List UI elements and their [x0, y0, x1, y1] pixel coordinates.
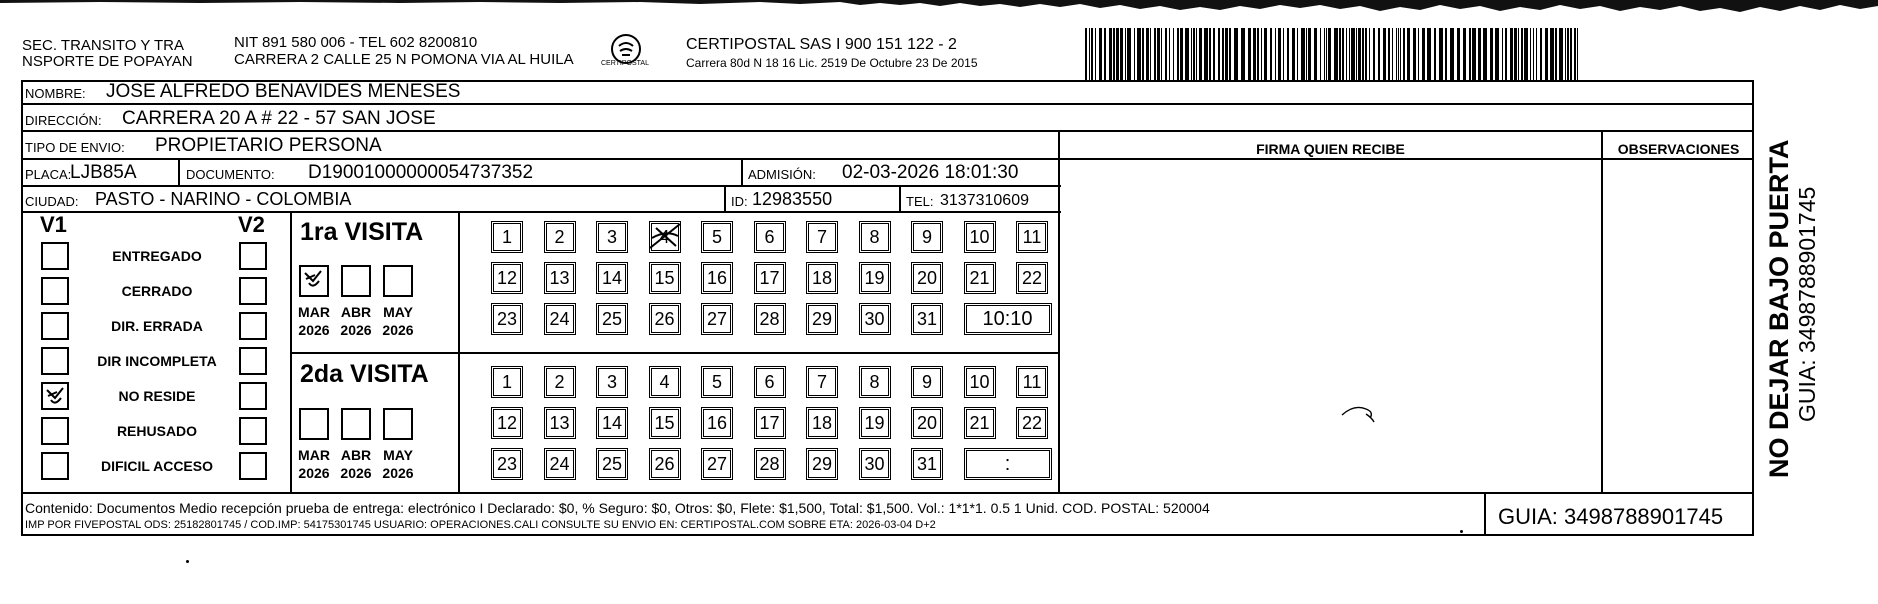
visit1-day-box[interactable]: 21 — [964, 262, 996, 294]
visit1-day-box[interactable]: 2 — [544, 221, 576, 253]
tel-label: TEL: — [906, 194, 934, 209]
visit2-day-box[interactable]: 26 — [649, 448, 681, 480]
side-guia: GUIA: 3498788901745 — [1794, 186, 1820, 422]
visit2-month-label: ABR — [340, 447, 372, 463]
logo-caption: CERTIPOSTAL — [601, 60, 649, 67]
visit2-day-box[interactable]: 5 — [701, 366, 733, 398]
ciudad-value: PASTO - NARINO - COLOMBIA — [95, 189, 352, 209]
visit2-time[interactable]: : — [964, 448, 1052, 480]
visit1-month-label: MAR — [298, 304, 330, 320]
visit1-day-box[interactable]: 7 — [806, 221, 838, 253]
visit1-day-box[interactable]: 3 — [596, 221, 628, 253]
sender-address: CARRERA 2 CALLE 25 N POMONA VIA AL HUILA — [234, 51, 574, 68]
visit2-year-label: 2026 — [340, 465, 372, 481]
v2-checkbox[interactable] — [239, 452, 267, 480]
tipo-envio-value: PROPIETARIO PERSONA — [155, 135, 382, 156]
visit2-day-box[interactable]: 27 — [701, 448, 733, 480]
visit2-day-box[interactable]: 2 — [544, 366, 576, 398]
visit2-day-box[interactable]: 23 — [491, 448, 523, 480]
visit2-month-checkbox[interactable] — [299, 408, 329, 440]
sender-name-line2: NSPORTE DE POPAYAN — [22, 53, 193, 70]
visit2-day-box[interactable]: 18 — [806, 407, 838, 439]
visit2-day-box[interactable]: 16 — [701, 407, 733, 439]
signature-scribble — [1340, 400, 1390, 430]
sender-nit: NIT 891 580 006 - TEL 602 8200810 — [234, 34, 478, 51]
visit1-day-box[interactable]: 13 — [544, 262, 576, 294]
visit1-day-box[interactable]: 1 — [491, 221, 523, 253]
admision-value: 02-03-2026 18:01:30 — [842, 162, 1019, 183]
v2-checkbox[interactable] — [239, 312, 267, 340]
documento-label: DOCUMENTO: — [186, 167, 275, 182]
v2-checkbox[interactable] — [239, 382, 267, 410]
visit2-day-box[interactable]: 13 — [544, 407, 576, 439]
visit1-time[interactable]: 10:10 — [964, 303, 1052, 335]
status-reason: REHUSADO — [116, 423, 198, 439]
visit2-day-box[interactable]: 9 — [911, 366, 943, 398]
tipo-envio-label: TIPO DE ENVIO: — [25, 140, 125, 155]
visit2-day-box[interactable]: 29 — [806, 448, 838, 480]
visit1-year-label: 2026 — [298, 322, 330, 338]
visit1-day-box[interactable]: 16 — [701, 262, 733, 294]
side-warning: NO DEJAR BAJO PUERTA — [1764, 139, 1794, 478]
visit1-day-box[interactable]: 30 — [859, 303, 891, 335]
v1-checkbox[interactable] — [41, 312, 69, 340]
visit2-month-checkbox[interactable] — [383, 408, 413, 440]
visit2-day-box[interactable]: 24 — [544, 448, 576, 480]
nombre-label: NOMBRE: — [25, 86, 86, 101]
visit1-day-box[interactable]: 23 — [491, 303, 523, 335]
footer-imp: IMP POR FIVEPOSTAL ODS: 25182801745 / COD.IMP: 54175301745 USUARIO: OPERACIONES.CALI CONSULTE SU ENVIO EN: CERTIPOSTAL.COM SOBRE ETA: 2026-03-04 D+2 — [25, 519, 936, 531]
visit2-day-box[interactable]: 3 — [596, 366, 628, 398]
visit1-day-box[interactable]: 8 — [859, 221, 891, 253]
status-reason: DIFICIL ACCESO — [100, 458, 213, 474]
visit2-day-box[interactable]: 30 — [859, 448, 891, 480]
id-label: ID: — [731, 194, 748, 209]
stray-mark — [1460, 530, 1463, 533]
visit2-day-box[interactable]: 7 — [806, 366, 838, 398]
courier-license: Carrera 80d N 18 16 Lic. 2519 De Octubre 23 De 2015 — [686, 56, 978, 70]
visit2-day-box[interactable]: 17 — [754, 407, 786, 439]
documento-value: D19001000000054737352 — [308, 162, 534, 183]
status-reason: CERRADO — [121, 283, 193, 299]
courier-name: CERTIPOSTAL SAS I 900 151 122 - 2 — [686, 36, 957, 53]
visit2-day-box[interactable]: 21 — [964, 407, 996, 439]
firma-header: FIRMA QUIEN RECIBE — [1256, 141, 1405, 157]
footer-contenido: Contenido: Documentos Medio recepción prueba de entrega: electrónico I Declarado: $0, % Seguro: $0, Otros: $0, Flete: $1,500, Total: $1,500. Vol.: 1*1*1. 0.5 1 Unid. COD. POSTAL: 520004 — [25, 500, 1210, 516]
status-reason: NO RESIDE — [118, 388, 196, 404]
admision-label: ADMISIÓN: — [748, 167, 816, 182]
visit2-year-label: 2026 — [382, 465, 414, 481]
visit2-day-box[interactable]: 20 — [911, 407, 943, 439]
visit2-day-box[interactable]: 28 — [754, 448, 786, 480]
v1-checkbox[interactable] — [41, 417, 69, 445]
visit1-title: 1ra VISITA — [300, 218, 424, 246]
visit2-day-box[interactable]: 1 — [491, 366, 523, 398]
visit1-day-box[interactable]: 10 — [964, 221, 996, 253]
observaciones-header: OBSERVACIONES — [1617, 141, 1740, 157]
placa-label: PLACA: — [25, 167, 72, 182]
visit1-day-box[interactable]: 29 — [806, 303, 838, 335]
barcode — [1085, 28, 1585, 80]
visit1-day-box[interactable]: 4 — [649, 221, 681, 253]
visit2-month-label: MAY — [383, 447, 413, 463]
visit1-day-box[interactable]: 14 — [596, 262, 628, 294]
visit2-day-box[interactable]: 12 — [491, 407, 523, 439]
visit2-day-box[interactable]: 6 — [754, 366, 786, 398]
placa-value: LJB85A — [70, 162, 137, 183]
torn-edge — [0, 0, 1878, 16]
visit2-month-checkbox[interactable] — [341, 408, 371, 440]
visit2-day-box[interactable]: 19 — [859, 407, 891, 439]
v2-checkbox[interactable] — [239, 242, 267, 270]
visit2-day-box[interactable]: 4 — [649, 366, 681, 398]
visit2-day-box[interactable]: 15 — [649, 407, 681, 439]
visit1-day-box[interactable]: 15 — [649, 262, 681, 294]
v1-checkbox[interactable] — [41, 277, 69, 305]
visit2-title: 2da VISITA — [300, 360, 429, 388]
visit1-day-box[interactable]: 5 — [701, 221, 733, 253]
visit1-day-box[interactable]: 20 — [911, 262, 943, 294]
visit1-day-box[interactable]: 18 — [806, 262, 838, 294]
tel-value: 3137310609 — [940, 192, 1029, 209]
direccion-value: CARRERA 20 A # 22 - 57 SAN JOSE — [122, 108, 436, 129]
v2-checkbox[interactable] — [239, 277, 267, 305]
visit1-day-box[interactable]: 31 — [911, 303, 943, 335]
visit2-day-box[interactable]: 14 — [596, 407, 628, 439]
direccion-label: DIRECCIÓN: — [25, 113, 102, 128]
visit1-day-box[interactable]: 25 — [596, 303, 628, 335]
visit1-day-box[interactable]: 24 — [544, 303, 576, 335]
visit2-day-box[interactable]: 11 — [1016, 366, 1048, 398]
visit1-month-checkbox[interactable] — [341, 265, 371, 297]
visit1-year-label: 2026 — [340, 322, 372, 338]
v1-checkbox[interactable] — [41, 382, 69, 410]
visit1-day-box[interactable]: 6 — [754, 221, 786, 253]
visit1-day-box[interactable]: 9 — [911, 221, 943, 253]
visit1-month-checkbox[interactable] — [299, 265, 329, 297]
visit1-day-box[interactable]: 27 — [701, 303, 733, 335]
ciudad-label: CIUDAD: — [25, 194, 79, 209]
visit2-month-label: MAR — [298, 447, 330, 463]
v1-checkbox[interactable] — [41, 347, 69, 375]
visit1-day-box[interactable]: 12 — [491, 262, 523, 294]
visit1-month-label: MAY — [383, 304, 413, 320]
v1-label: V1 — [40, 212, 67, 237]
visit2-day-box[interactable]: 8 — [859, 366, 891, 398]
footer-guia: GUIA: 3498788901745 — [1498, 504, 1724, 529]
visit2-day-box[interactable]: 10 — [964, 366, 996, 398]
visit1-year-label: 2026 — [382, 322, 414, 338]
v1-checkbox[interactable] — [41, 452, 69, 480]
v2-label: V2 — [238, 212, 265, 237]
sender-name-line1: SEC. TRANSITO Y TRA — [22, 37, 184, 54]
visit1-month-label: ABR — [340, 304, 372, 320]
visit1-month-checkbox[interactable] — [383, 265, 413, 297]
id-value: 12983550 — [752, 189, 833, 209]
visit2-year-label: 2026 — [298, 465, 330, 481]
visit1-day-box[interactable]: 17 — [754, 262, 786, 294]
v2-checkbox[interactable] — [239, 417, 267, 445]
visit1-day-box[interactable]: 22 — [1016, 262, 1048, 294]
stray-mark — [186, 560, 189, 563]
v2-checkbox[interactable] — [239, 347, 267, 375]
v1-checkbox[interactable] — [41, 242, 69, 270]
visit2-day-box[interactable]: 31 — [911, 448, 943, 480]
visit1-day-box[interactable]: 26 — [649, 303, 681, 335]
status-reason: DIR INCOMPLETA — [97, 353, 217, 369]
nombre-value: JOSE ALFREDO BENAVIDES MENESES — [106, 81, 461, 102]
visit1-day-box[interactable]: 19 — [859, 262, 891, 294]
status-reason: DIR. ERRADA — [111, 318, 203, 334]
visit1-day-box[interactable]: 28 — [754, 303, 786, 335]
visit2-day-box[interactable]: 22 — [1016, 407, 1048, 439]
visit2-day-box[interactable]: 25 — [596, 448, 628, 480]
status-reason: ENTREGADO — [112, 248, 202, 264]
visit1-day-box[interactable]: 11 — [1016, 221, 1048, 253]
